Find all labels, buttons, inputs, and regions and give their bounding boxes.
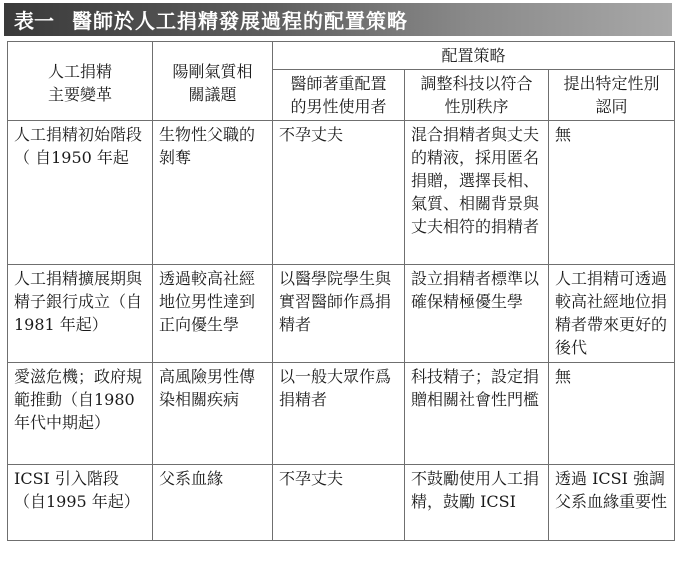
cell-doctor-users: 以醫學院學生與實習醫師作爲捐精者 (273, 265, 405, 363)
table-number: 表一 (14, 9, 54, 33)
table-row (8, 363, 675, 465)
cell-topic: 生物性父職的剝奪 (153, 121, 273, 265)
header-row-top (8, 42, 675, 70)
cell-stage: 人工捐精擴展期與精子銀行成立（自1981 年起） (8, 265, 153, 363)
cell-stage: 愛滋危機；政府規範推動（自1980 年代中期起） (8, 363, 153, 465)
cell-gender-identity: 無 (549, 363, 675, 465)
cell-gender-identity: 人工捐精可透過較高社經地位捐精者帶來更好的後代 (549, 265, 675, 363)
header-topic: 陽剛氣質相 關議題 (153, 42, 273, 121)
cell-tech-adjustment: 混合捐精者與丈夫的精液，採用匿名捐贈，選擇長相、氣質、相關背景與丈夫相符的捐精者 (405, 121, 549, 265)
cell-tech-adjustment: 設立捐精者標準以確保精極優生學 (405, 265, 549, 363)
cell-gender-identity: 透過 ICSI 強調父系血緣重要性 (549, 465, 675, 541)
cell-tech-adjustment: 科技精子；設定捐贈相關社會性門檻 (405, 363, 549, 465)
header-stage: 人工捐精 主要變革 (8, 42, 153, 121)
table-title-bar (4, 3, 672, 36)
table-row (8, 265, 675, 363)
table-title: 醫師於人工捐精發展過程的配置策略 (72, 9, 408, 33)
cell-gender-identity: 無 (549, 121, 675, 265)
header-doctor-users: 醫師著重配置 的男性使用者 (273, 70, 405, 121)
table-row (8, 121, 675, 265)
strategy-table (7, 41, 675, 541)
cell-topic: 透過較高社經地位男性達到正向優生學 (153, 265, 273, 363)
header-gender-identity: 提出特定性別 認同 (549, 70, 675, 121)
cell-topic: 高風險男性傳染相關疾病 (153, 363, 273, 465)
cell-doctor-users: 不孕丈夫 (273, 121, 405, 265)
cell-topic: 父系血緣 (153, 465, 273, 541)
cell-doctor-users: 不孕丈夫 (273, 465, 405, 541)
cell-stage: 人工捐精初始階段（ 自1950 年起 (8, 121, 153, 265)
cell-tech-adjustment: 不鼓勵使用人工捐精，鼓勵 ICSI (405, 465, 549, 541)
header-tech-adjustment: 調整科技以符合 性別秩序 (405, 70, 549, 121)
table-row (8, 465, 675, 541)
header-strategy-group: 配置策略 (273, 42, 675, 70)
cell-doctor-users: 以一般大眾作爲捐精者 (273, 363, 405, 465)
cell-stage: ICSI 引入階段（自1995 年起） (8, 465, 153, 541)
